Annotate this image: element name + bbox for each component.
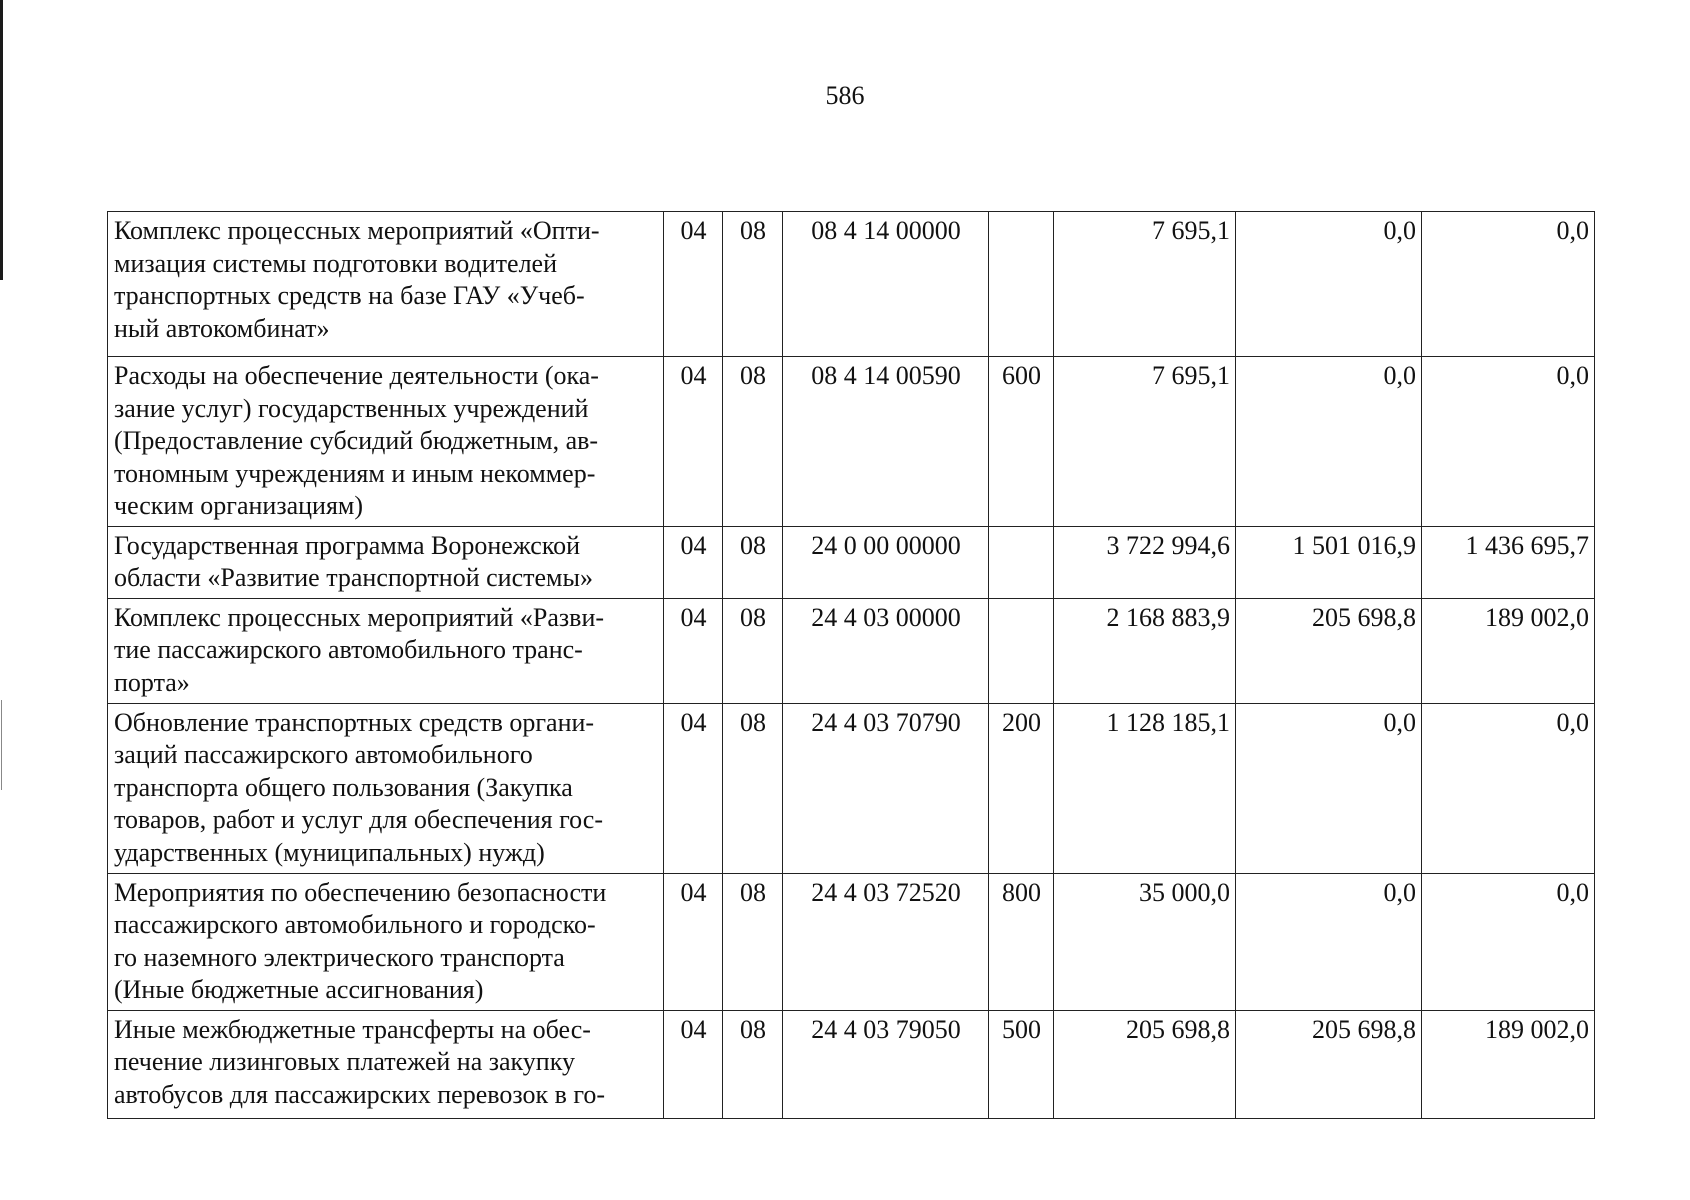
row-name-line: Обновление транспортных средств органи-: [114, 707, 595, 737]
row-name-line: Комплекс процессных мероприятий «Разви-: [114, 602, 605, 632]
amount-year3-cell: 189 002,0: [1422, 1010, 1595, 1118]
expense-type-cell: [989, 598, 1054, 703]
section-code-cell: 04: [664, 357, 723, 527]
amount-year1-cell: 1 128 185,1: [1054, 703, 1236, 873]
section-code-cell: 04: [664, 212, 723, 357]
row-name-line: Расходы на обеспечение деятельности (ока-: [114, 361, 599, 390]
row-name-line: транспортных средств на базе ГАУ «Учеб-: [114, 281, 585, 310]
amount-year1-cell: 2 168 883,9: [1054, 598, 1236, 703]
section-code-cell: 04: [664, 703, 723, 873]
row-name-line: печение лизинговых платежей на закупку: [114, 1047, 575, 1076]
subsection-code-cell: 08: [723, 526, 783, 598]
row-name-cell: [108, 703, 664, 873]
expense-type-cell: [989, 526, 1054, 598]
row-name-line: мизация системы подготовки водителей: [114, 248, 558, 278]
scan-edge-line: [0, 0, 3, 280]
row-name-cell: [108, 526, 664, 598]
amount-year1-cell: 205 698,8: [1054, 1010, 1236, 1118]
target-article-cell: 24 4 03 72520: [783, 873, 989, 1010]
row-name-line: (Предоставление субсидий бюджетным, ав-: [114, 426, 599, 455]
table-row: [108, 873, 1595, 1010]
amount-year2-cell: 205 698,8: [1236, 598, 1422, 703]
row-name-line: тономным учреждениям и иным некоммер-: [114, 458, 596, 488]
amount-year2-cell: 0,0: [1236, 873, 1422, 1010]
row-name-line: товаров, работ и услуг для обеспечения гос-: [114, 805, 603, 834]
table-body: [108, 212, 1595, 1119]
row-name-line: ческим организациям): [114, 491, 364, 520]
table-row: [108, 1010, 1595, 1118]
scan-edge-mark: [1, 700, 2, 790]
table-row: [108, 598, 1595, 703]
section-code-cell: 04: [664, 1010, 723, 1118]
expense-type-cell: 800: [989, 873, 1054, 1010]
subsection-code-cell: 08: [723, 873, 783, 1010]
subsection-code-cell: 08: [723, 212, 783, 357]
budget-table: [107, 211, 1595, 1119]
row-name-line: Мероприятия по обеспечению безопасности: [114, 877, 607, 907]
row-name-line: Комплекс процессных мероприятий «Опти-: [114, 216, 600, 245]
amount-year3-cell: 0,0: [1422, 357, 1595, 527]
target-article-cell: 08 4 14 00000: [783, 212, 989, 357]
target-article-cell: 24 4 03 00000: [783, 598, 989, 703]
row-name-line: (Иные бюджетные ассигнования): [114, 975, 484, 1004]
table-row: [108, 212, 1595, 357]
amount-year1-cell: 35 000,0: [1054, 873, 1236, 1010]
amount-year1-cell: 7 695,1: [1054, 212, 1236, 357]
amount-year3-cell: 1 436 695,7: [1422, 526, 1595, 598]
expense-type-cell: 600: [989, 357, 1054, 527]
row-name-cell: [108, 598, 664, 703]
row-name-line: области «Развитие транспортной системы»: [114, 563, 593, 592]
row-name-line: порта»: [114, 667, 190, 697]
subsection-code-cell: 08: [723, 1010, 783, 1118]
amount-year3-cell: 189 002,0: [1422, 598, 1595, 703]
row-name-cell: [108, 212, 664, 357]
row-name-line: зание услуг) государственных учреждений: [114, 393, 589, 423]
subsection-code-cell: 08: [723, 598, 783, 703]
amount-year2-cell: 0,0: [1236, 703, 1422, 873]
row-name-line: Иные межбюджетные трансферты на обес-: [114, 1014, 591, 1044]
row-name-line: автобусов для пассажирских перевозок в го-: [114, 1079, 606, 1109]
target-article-cell: 24 0 00 00000: [783, 526, 989, 598]
row-name-line: ный автокомбинат»: [114, 313, 330, 343]
amount-year2-cell: 1 501 016,9: [1236, 526, 1422, 598]
amount-year2-cell: 0,0: [1236, 212, 1422, 357]
expense-type-cell: [989, 212, 1054, 357]
row-name-line: Государственная программа Воронежской: [114, 530, 581, 560]
amount-year3-cell: 0,0: [1422, 703, 1595, 873]
expense-type-cell: 200: [989, 703, 1054, 873]
subsection-code-cell: 08: [723, 703, 783, 873]
expense-type-cell: 500: [989, 1010, 1054, 1118]
amount-year2-cell: 205 698,8: [1236, 1010, 1422, 1118]
amount-year2-cell: 0,0: [1236, 357, 1422, 527]
amount-year3-cell: 0,0: [1422, 873, 1595, 1010]
target-article-cell: 24 4 03 79050: [783, 1010, 989, 1118]
row-name-line: ударственных (муниципальных) нужд): [114, 837, 545, 867]
amount-year1-cell: 3 722 994,6: [1054, 526, 1236, 598]
amount-year1-cell: 7 695,1: [1054, 357, 1236, 527]
subsection-code-cell: 08: [723, 357, 783, 527]
row-name-cell: [108, 357, 664, 527]
row-name-line: транспорта общего пользования (Закупка: [114, 772, 573, 802]
page-number: 586: [825, 81, 865, 110]
row-name-line: тие пассажирского автомобильного транс-: [114, 635, 583, 664]
table-row: [108, 526, 1595, 598]
target-article-cell: 24 4 03 70790: [783, 703, 989, 873]
section-code-cell: 04: [664, 526, 723, 598]
row-name-cell: [108, 873, 664, 1010]
table-row: [108, 703, 1595, 873]
amount-year3-cell: 0,0: [1422, 212, 1595, 357]
row-name-line: заций пассажирского автомобильного: [114, 740, 533, 769]
row-name-line: пассажирского автомобильного и городско-: [114, 910, 596, 939]
target-article-cell: 08 4 14 00590: [783, 357, 989, 527]
section-code-cell: 04: [664, 598, 723, 703]
table-row: [108, 357, 1595, 527]
row-name-line: го наземного электрического транспорта: [114, 942, 565, 972]
section-code-cell: 04: [664, 873, 723, 1010]
row-name-cell: [108, 1010, 664, 1118]
